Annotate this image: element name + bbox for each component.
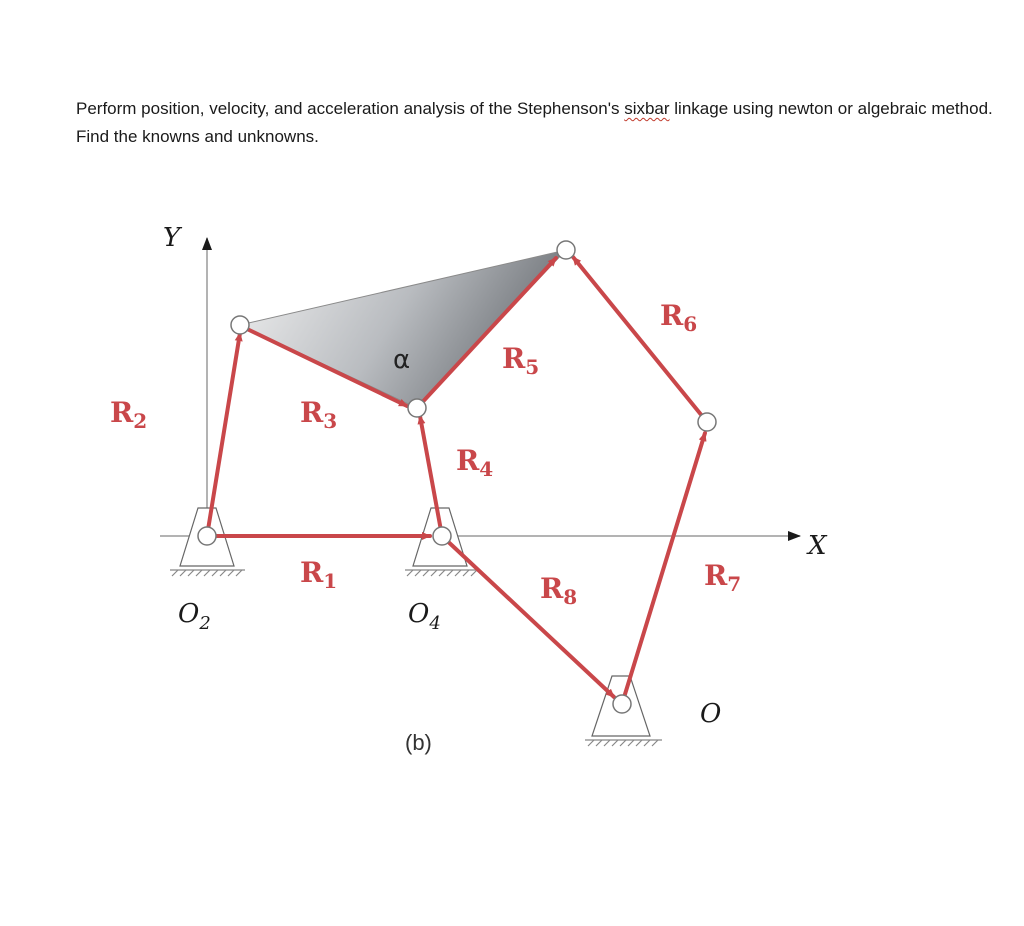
vector-r6 [573,257,707,422]
y-axis-label: Y [163,223,181,253]
vector-r8 [442,536,614,697]
coupler-angle-label: α [393,345,411,375]
figure-caption: (b) [405,730,432,755]
prompt-text-start: Perform position, velocity, and acceleration analysis of the Stephenson's [76,99,625,118]
vector-r2 [207,333,240,536]
label-r6: $R_6$ [660,299,698,336]
joint-o [613,695,631,713]
label-r3: $R_3$ [300,396,338,433]
label-pivot-o2: $O_2$ [178,599,211,634]
x-axis-label: X [808,531,827,561]
joint-b [408,399,426,417]
joint-d [698,413,716,431]
label-r5: $R_5$ [502,342,540,379]
joint-a [231,316,249,334]
label-pivot-o4: $O_4$ [408,599,441,634]
label-r1: $R_1$ [300,556,338,593]
label-r4: $R_4$ [456,444,494,481]
joint-o4 [433,527,451,545]
spellcheck-word: sixbar [624,99,670,118]
label-pivot-o: O [700,699,722,729]
coupler-triangle [240,250,566,408]
joint-c [557,241,575,259]
vector-r7 [622,433,705,704]
label-r8: $R_8$ [540,572,578,609]
label-r7: $R_7$ [704,559,742,596]
joint-o2 [198,527,216,545]
label-r2: $R_2$ [110,396,148,433]
prompt-text-end: linkage using newton or algebraic method. Find the knowns and unknowns. [76,99,993,146]
